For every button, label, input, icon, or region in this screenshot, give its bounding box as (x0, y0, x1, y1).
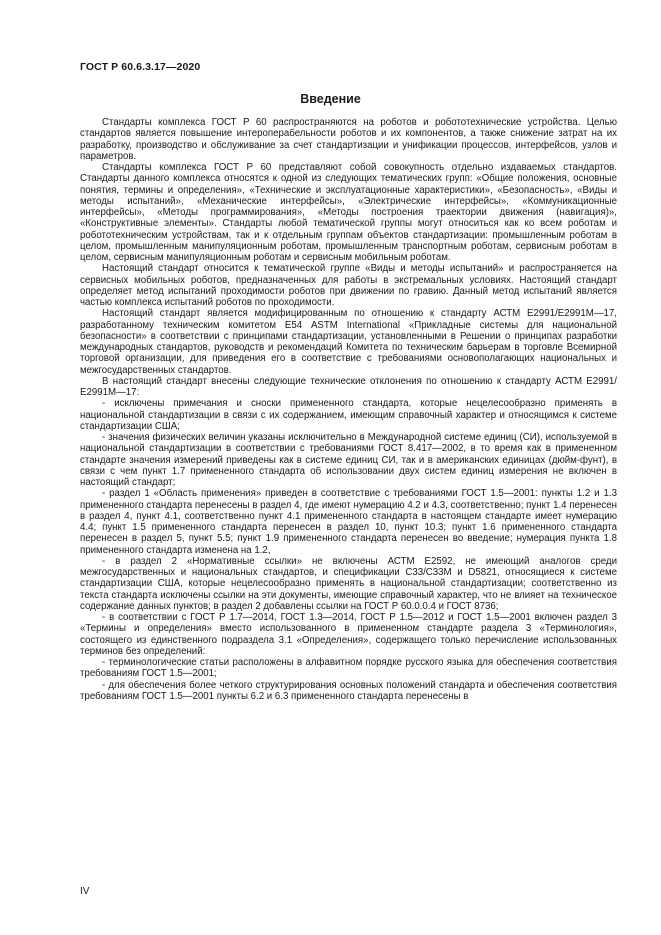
paragraph: В настоящий стандарт внесены следующие технические отклонения по отношению к стандарту АСТМ Е2991/Е2991М—17: (80, 375, 617, 398)
list-item: - в раздел 2 «Нормативные ссылки» не включены АСТМ Е2592, не имеющий аналогов среди межгосударственных и национальных стандартов, и спецификации С33/С33М и D5821, относящиеся к системе стандартизации США, которые нецелесообразно применять в национальной стандартизации; соответственно из текста стандарта исключены ссылки на эти документы, имеющие справочный характер, что не влияет на техническое содержание данных пунктов; в раздел 2 добавлены ссылки на ГОСТ Р 60.0.0.4 и ГОСТ 8736; (80, 555, 617, 612)
paragraph: Стандарты комплекса ГОСТ Р 60 распространяются на роботов и робототехнические устройства. Целью стандартов является повышение интероперабельности роботов и их компонентов, а также снижение затрат на их разработку, производство и обслуживание за счет стандартизации и унификации процессов, интерфейсов, узлов и параметров. (80, 117, 617, 162)
list-item: - значения физических величин указаны исключительно в Международной системе единиц (СИ), используемой в национальной стандартизации в соответствии с требованиями ГОСТ 8.417—2002, в то время как в примененном стандарте значения измерений приведены как в системе единиц СИ, так и в американских единицах (дюйм-фунт), в связи с чем пункт 1.7 примененного стандарта об использовании двух систем единиц измерения не включен в настоящий стандарт; (80, 432, 617, 488)
body-text (80, 117, 617, 702)
paragraph: Настоящий стандарт является модифицированным по отношению к стандарту АСТМ Е2991/Е2991М—17, разработанному техническим комитетом Е54 ASTM International «Прикладные системы для национальной безопасности» в соответствии с принципами стандартизации, установленными в Решении о принципах разработки международных стандартов, руководств и рекомендаций Комитета по техническим барьерам в торговле Всемирной торговой организации, для приведения его в соответствие с требованиями основополагающих национальных и межгосударственных стандартов. (80, 308, 617, 376)
page-number: IV (80, 886, 90, 897)
paragraph: Настоящий стандарт относится к тематической группе «Виды и методы испытаний» и распространяется на сервисных мобильных роботов, предназначенных для работы в экстремальных условиях. Настоящий стандарт определяет метод испытаний проходимости роботов при движении по гравию. Данный метод испытаний является частью комплекса испытаний роботов по проходимости. (80, 263, 617, 308)
list-item: - для обеспечения более четкого структурирования основных положений стандарта и обеспечения соответствия требованиям ГОСТ 1.5—2001 пункты 6.2 и 6.3 примененного стандарта перенесены в (80, 679, 617, 702)
paragraph: Стандарты комплекса ГОСТ Р 60 представляют собой совокупность отдельно издаваемых стандартов. Стандарты данного комплекса относятся к одной из следующих тематических групп: «Общие положения, основные понятия, термины и определения», «Технические и эксплуатационные характеристики», «Безопасность», «Виды и методы испытаний», «Механические интерфейсы», «Электрические интерфейсы», «Коммуникационные интерфейсы», «Методы программирования», «Методы построения траектории движения (навигация)», «Конструктивные элементы». Стандарты любой тематической группы могут относиться как ко всем роботам и робототехническим устройствам, так и к отдельным группам объектов стандартизации: промышленным роботам в целом, промышленным манипуляционным роботам, промышленным транспортным роботам, сервисным роботам в целом, сервисным манипуляционным роботам и сервисным мобильным роботам. (80, 162, 617, 263)
list-item: - в соответствии с ГОСТ Р 1.7—2014, ГОСТ 1.3—2014, ГОСТ Р 1.5—2012 и ГОСТ 1.5—2001 включен раздел 3 «Термины и определения» вместо использованного в примененном стандарте раздела 3 «Терминология», состоящего из единственного подраздела 3.1 «Определения», содержащего только перечисление использованных терминов без определений: (80, 612, 617, 657)
list-item: - раздел 1 «Область применения» приведен в соответствие с требованиями ГОСТ 1.5—2001: пункты 1.2 и 1.3 примененного стандарта перенесены в раздел 4, где имеют нумерацию 4.2 и 4.3, соответственно; пункт 1.4 перенесен в раздел 4, пункт 4.1, соответственно пункт 4.1 примененного стандарта в настоящем стандарте имеет нумерацию 4.4; пункт 1.5 примененного стандарта перенесен в раздел 10, пункт 10.3; пункт 1.6 примененного стандарта перенесен в раздел 5, пункт 5.5; пункт 1.9 примененного стандарта перенесен во введение; нумерация пункта 1.8 примененного стандарта изменена на 1.2, (80, 488, 617, 556)
list-item: - терминологические статьи расположены в алфавитном порядке русского языка для обеспечения соответствия требованиям ГОСТ 1.5—2001; (80, 657, 617, 680)
list-item: - исключены примечания и сноски примененного стандарта, которые нецелесообразно применять в национальной стандартизации в связи с их содержанием, имеющим справочный характер и относящимся к системе стандартизации США; (80, 398, 617, 432)
section-title: Введение (300, 92, 361, 106)
document-designation: ГОСТ Р 60.6.3.17—2020 (80, 61, 201, 73)
